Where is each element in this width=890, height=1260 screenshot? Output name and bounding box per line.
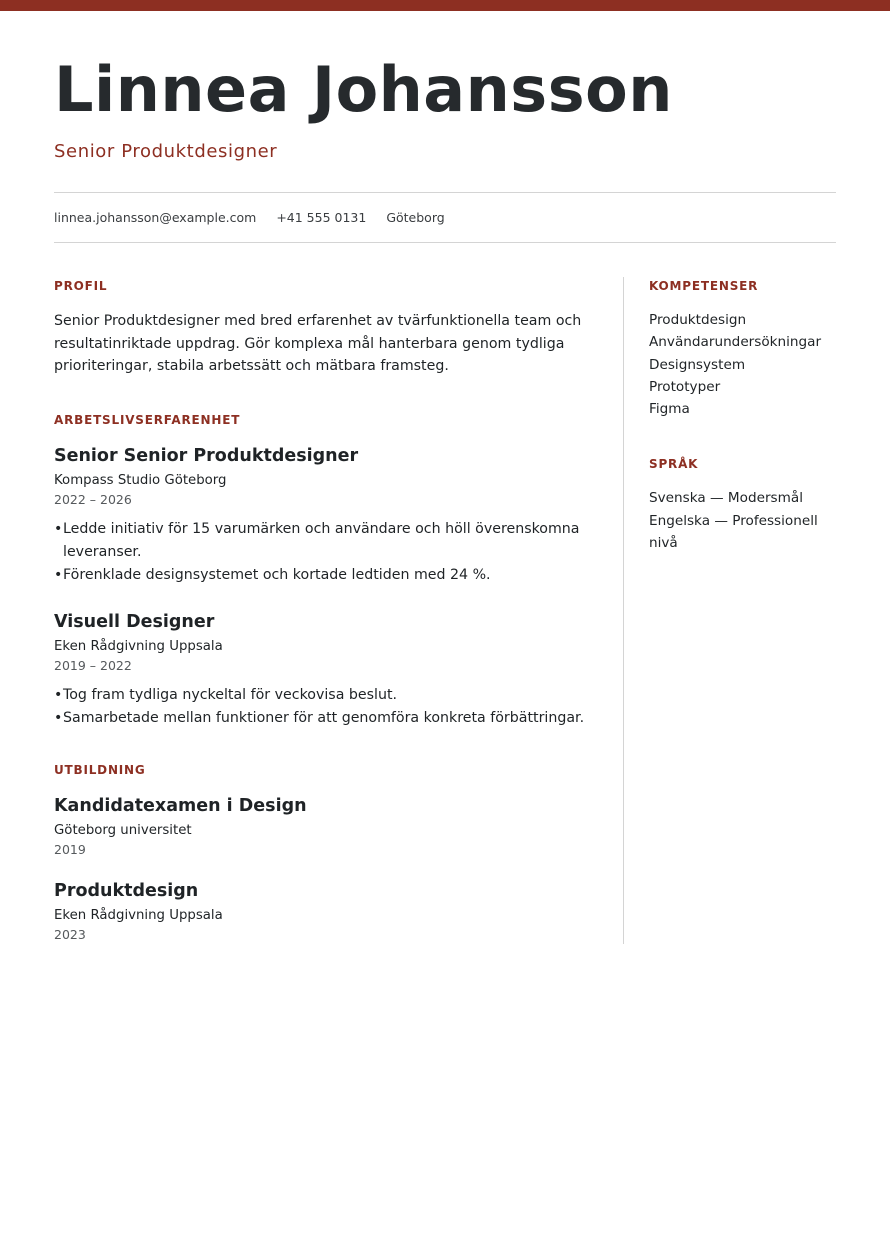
divider-top (54, 192, 836, 193)
skill-item: Designsystem (649, 356, 746, 373)
skill-item: Produktdesign (649, 312, 747, 328)
job-entry (54, 611, 599, 730)
skill-item: Användarundersökningar (649, 334, 822, 351)
skill-item: Figma (649, 401, 690, 418)
languages-section (649, 456, 849, 554)
education-degree: Produktdesign (54, 880, 199, 901)
job-bullet: • Ledde initiativ för 15 varumärken och användare och höll överenskomna leveranser. (54, 518, 599, 564)
contact-row (54, 208, 445, 228)
education-entry (54, 880, 599, 943)
job-dates: 2022 – 2026 (54, 491, 132, 507)
skills-heading: KOMPETENSER (649, 279, 759, 293)
job-bullet: • Förenklade designsystemet och kortade ledtiden med 24 %. (54, 564, 599, 587)
job-entry (54, 445, 599, 587)
education-school: Göteborg universitet (54, 822, 192, 838)
education-heading: UTBILDNING (54, 762, 146, 777)
education-entry (54, 795, 599, 858)
language-item: Svenska — Modersmål (649, 490, 803, 507)
skills-list (649, 309, 849, 420)
education-school: Eken Rådgivning Uppsala (54, 907, 223, 923)
profile-text: Senior Produktdesigner med bred erfarenhet av tvärfunktionella team och resultatinriktade uppdrag. Gör komplexa mål hanterbara genom tydliga prioriteringar, stabila arbetssätt och mätbara framsteg. (54, 313, 582, 374)
candidate-title: Senior Produktdesigner (54, 141, 278, 162)
languages-heading: SPRÅK (649, 457, 699, 472)
contact-email[interactable]: linnea.johansson@example.com (54, 210, 257, 225)
accent-top-bar (0, 0, 890, 11)
job-bullets (54, 518, 599, 587)
column-divider (623, 277, 624, 944)
skills-section (649, 278, 849, 420)
profile-heading: PROFIL (54, 279, 108, 293)
experience-heading: ARBETSLIVSERFARENHET (54, 412, 241, 427)
job-company: Eken Rådgivning Uppsala (54, 638, 223, 654)
education-degree: Kandidatexamen i Design (54, 795, 307, 816)
contact-phone[interactable]: +41 555 0131 (276, 210, 367, 225)
divider-bottom (54, 242, 836, 243)
skill-item: Prototyper (649, 378, 721, 395)
main-column (54, 278, 599, 943)
languages-list (649, 487, 849, 554)
job-title: Senior Senior Produktdesigner (54, 445, 359, 466)
education-year: 2023 (54, 926, 86, 942)
education-section (54, 762, 599, 943)
education-year: 2019 (54, 841, 86, 857)
candidate-name: Linnea Johansson (54, 53, 673, 126)
resume-header (54, 52, 836, 164)
contact-city: Göteborg (386, 210, 445, 225)
job-company: Kompass Studio Göteborg (54, 472, 227, 488)
job-dates: 2019 – 2022 (54, 657, 132, 673)
side-column (649, 278, 849, 554)
job-bullet: • Tog fram tydliga nyckeltal för veckovisa beslut. (54, 684, 599, 707)
profile-section (54, 278, 599, 378)
job-bullet: • Samarbetade mellan funktioner för att genomföra konkreta förbättringar. (54, 707, 599, 730)
job-title: Visuell Designer (54, 611, 215, 632)
experience-section (54, 412, 599, 730)
job-bullets (54, 684, 599, 730)
language-item: Engelska — Professionell nivå (649, 512, 818, 552)
